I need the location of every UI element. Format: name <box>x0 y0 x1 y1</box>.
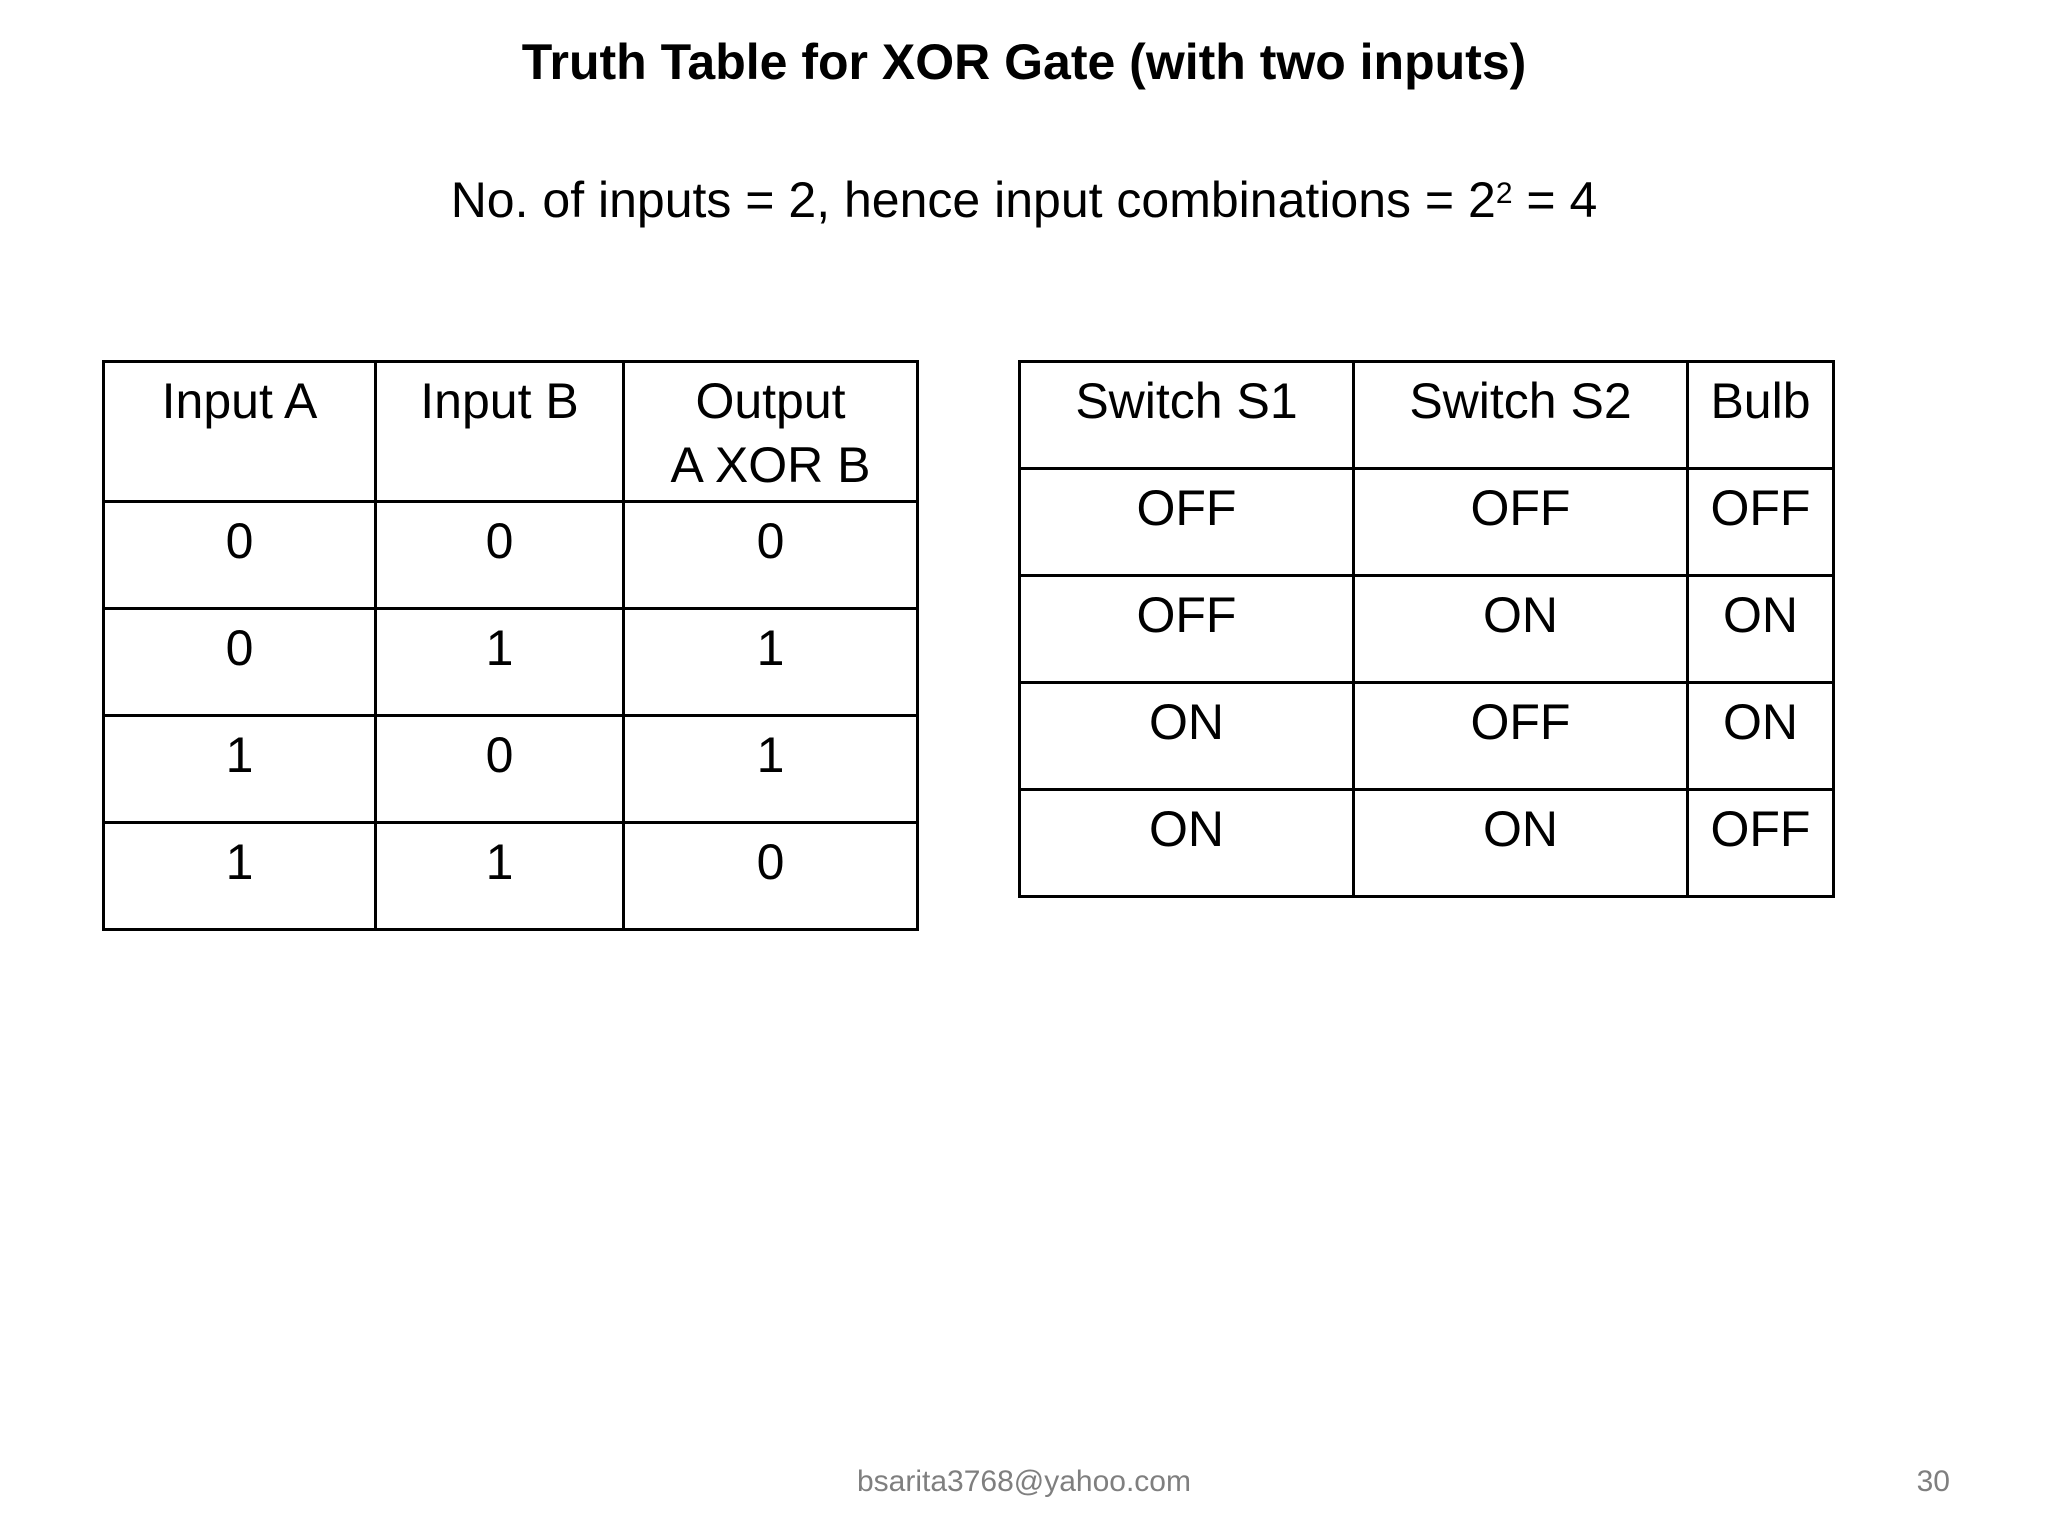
column-header-input-a: Input A <box>104 362 376 502</box>
table-cell: 0 <box>104 502 376 609</box>
column-header-output: Output A XOR B <box>624 362 918 502</box>
table-cell: 1 <box>376 609 624 716</box>
table-cell: ON <box>1020 790 1354 897</box>
switch-bulb-table <box>1018 360 1835 898</box>
table-row <box>1020 790 1834 897</box>
slide-title: Truth Table for XOR Gate (with two inputs) <box>521 34 1527 90</box>
table-row <box>104 502 918 609</box>
table-cell: 0 <box>624 502 918 609</box>
table-cell: 0 <box>624 823 918 930</box>
xor-truth-table <box>102 360 919 931</box>
subtitle-exponent: 2 <box>1495 177 1513 210</box>
column-header-switch-s1: Switch S1 <box>1020 362 1354 469</box>
table-cell: 0 <box>376 502 624 609</box>
subtitle-suffix: = 4 <box>1512 172 1598 228</box>
table-cell: 0 <box>104 609 376 716</box>
input-combinations-text <box>0 168 2048 232</box>
table-cell: ON <box>1354 790 1688 897</box>
table-row <box>104 609 918 716</box>
footer-email: bsarita3768@yahoo.com <box>857 1465 1191 1498</box>
page-number: 30 <box>1916 1465 1950 1498</box>
table-cell: 1 <box>104 716 376 823</box>
table-row <box>104 823 918 930</box>
table-cell: OFF <box>1688 469 1834 576</box>
table-cell: OFF <box>1020 576 1354 683</box>
table-cell: 1 <box>624 609 918 716</box>
column-header-bulb: Bulb <box>1688 362 1834 469</box>
table-cell: ON <box>1688 576 1834 683</box>
table-cell: OFF <box>1354 469 1688 576</box>
table-cell: OFF <box>1354 683 1688 790</box>
column-header-input-b: Input B <box>376 362 624 502</box>
table-row <box>1020 576 1834 683</box>
table-header-row <box>1020 362 1834 469</box>
table-row <box>1020 683 1834 790</box>
table-cell: ON <box>1354 576 1688 683</box>
table-cell: 0 <box>376 716 624 823</box>
table-cell: 1 <box>376 823 624 930</box>
column-header-switch-s2: Switch S2 <box>1354 362 1688 469</box>
table-cell: 1 <box>624 716 918 823</box>
table-cell: ON <box>1020 683 1354 790</box>
table-cell: OFF <box>1020 469 1354 576</box>
table-row <box>1020 469 1834 576</box>
table-row <box>104 716 918 823</box>
table-cell: 1 <box>104 823 376 930</box>
table-cell: OFF <box>1688 790 1834 897</box>
subtitle-prefix: No. of inputs = 2, hence input combinations = 2 <box>450 172 1496 228</box>
table-cell: ON <box>1688 683 1834 790</box>
table-header-row <box>104 362 918 502</box>
